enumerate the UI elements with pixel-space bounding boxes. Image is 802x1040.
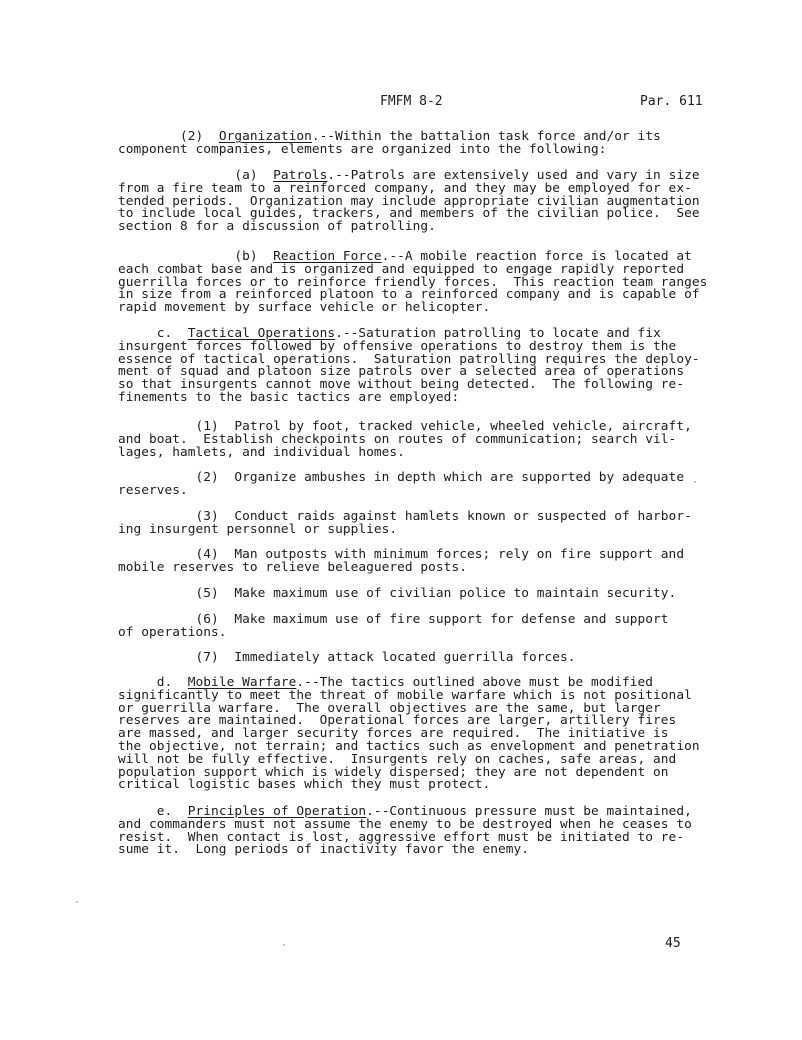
para-organization (118, 131, 703, 157)
text-line: reserves are maintained. Operational forces are larger, artillery fires (118, 713, 677, 729)
text-run: e. (118, 804, 188, 819)
para-principles-of-operation (118, 806, 703, 857)
text-line: (6) Make maximum use of fire support for defense and support (118, 612, 669, 627)
section-heading: Patrols (273, 168, 328, 183)
para-item-7 (118, 652, 703, 665)
text-run: (a) (118, 168, 274, 183)
text-line: (7) Immediately attack located guerrilla forces. (118, 650, 576, 665)
text-line: are massed, and larger security forces are required. The initiative is (118, 726, 669, 742)
text-line: rapid movement by surface vehicle or helicopter. (118, 300, 491, 316)
para-item-5 (118, 588, 703, 601)
para-mobile-warfare (118, 677, 703, 792)
text-run: .--Within the battalion task force and/or its (311, 129, 661, 144)
text-line: finements to the basic tactics are employed: (118, 389, 460, 405)
text-line: significantly to meet the threat of mobile warfare which is not positional (118, 687, 692, 703)
header-title: FMFM 8-2 (380, 94, 443, 109)
text-line: to include local guides, trackers, and members of the civilian police. See (118, 206, 700, 222)
text-line: from a fire team to a reinforced company, and they may be employed for ex- (118, 180, 692, 196)
text-line: or guerrilla warfare. The overall objectives are the same, but larger (118, 700, 661, 716)
para-item-2 (118, 472, 703, 498)
text-line: and boat. Establish checkpoints on routes of communication; search vil- (118, 431, 677, 447)
text-run: .--Continuous pressure must be maintained, (366, 804, 692, 819)
section-heading: Tactical Operations (187, 326, 336, 341)
text-line: lages, hamlets, and individual homes. (118, 444, 405, 460)
scan-speck (76, 901, 78, 903)
text-line: critical logistic bases which they must protect. (118, 777, 491, 793)
text-line: (2) Organize ambushes in depth which are supported by adequate (118, 470, 685, 485)
para-item-6 (118, 614, 703, 640)
text-line: in size from a reinforced platoon to a reinforced company and is capable of (118, 287, 700, 303)
text-line: tended periods. Organization may include appropriate civilian augmentation (118, 193, 700, 209)
text-line: will not be fully effective. Insurgents rely on caches, safe areas, and (118, 751, 677, 767)
text-line: (4) Man outposts with minimum forces; rely on fire support and (118, 547, 685, 562)
scan-speck (283, 944, 285, 946)
section-heading: Organization (218, 129, 312, 144)
text-line: component companies, elements are organized into the following: (118, 141, 607, 157)
text-run: d. (118, 675, 188, 690)
text-line: each combat base and is organized and equipped to engage rapidly reported (118, 261, 685, 277)
text-line: section 8 for a discussion of patrolling. (118, 219, 436, 235)
text-line: reserves. (118, 482, 188, 498)
text-run: .--Saturation patrolling to locate and fix (335, 326, 661, 341)
section-heading: Reaction Force (273, 249, 382, 264)
text-line: and commanders must not assume the enemy to be destroyed when he ceases to (118, 816, 692, 832)
text-line: guerrilla forces or to reinforce friendly forces. This reaction team ranges (118, 274, 708, 290)
para-item-4 (118, 549, 703, 575)
text-line: the objective, not terrain; and tactics such as envelopment and penetration (118, 738, 700, 754)
text-run: .--A mobile reaction force is located at (381, 249, 692, 264)
text-run: .--The tactics outlined above must be modified (296, 675, 654, 690)
para-tactical-operations (118, 328, 703, 405)
text-line: mobile reserves to relieve beleaguered posts. (118, 559, 467, 575)
text-line: population support which is widely dispersed; they are not dependent on (118, 764, 669, 780)
text-line: of operations. (118, 624, 227, 640)
text-line: essence of tactical operations. Saturation patrolling requires the deploy- (118, 351, 700, 367)
text-line: (1) Patrol by foot, tracked vehicle, wheeled vehicle, aircraft, (118, 419, 692, 434)
header-paragraph-ref: Par. 611 (640, 94, 703, 109)
para-patrols (118, 170, 703, 234)
text-run: .--Patrols are extensively used and vary in size (327, 168, 700, 183)
scan-speck (694, 481, 696, 483)
text-line: insurgent forces followed by offensive operations to destroy them is the (118, 338, 677, 354)
para-item-1 (118, 421, 703, 459)
section-heading: Mobile Warfare (187, 675, 297, 690)
text-line: (3) Conduct raids against hamlets known or suspected of harbor- (118, 509, 692, 524)
para-item-3 (118, 511, 703, 537)
text-run: c. (118, 326, 188, 341)
page-number: 45 (665, 936, 681, 951)
section-heading: Principles of Operation (187, 804, 367, 819)
text-line: ment of squad and platoon size patrols over a selected area of operations (118, 364, 685, 380)
text-line: ing insurgent personnel or supplies. (118, 521, 398, 537)
text-line: (5) Make maximum use of civilian police to maintain security. (118, 586, 677, 601)
text-run: (b) (118, 249, 274, 264)
text-run: (2) (118, 129, 219, 144)
para-reaction-force (118, 249, 708, 316)
text-line: resist. When contact is lost, aggressive effort must be initiated to re- (118, 829, 685, 845)
text-line: so that insurgents cannot move without being detected. The following re- (118, 377, 685, 393)
text-line: sume it. Long periods of inactivity favor the enemy. (118, 842, 529, 858)
